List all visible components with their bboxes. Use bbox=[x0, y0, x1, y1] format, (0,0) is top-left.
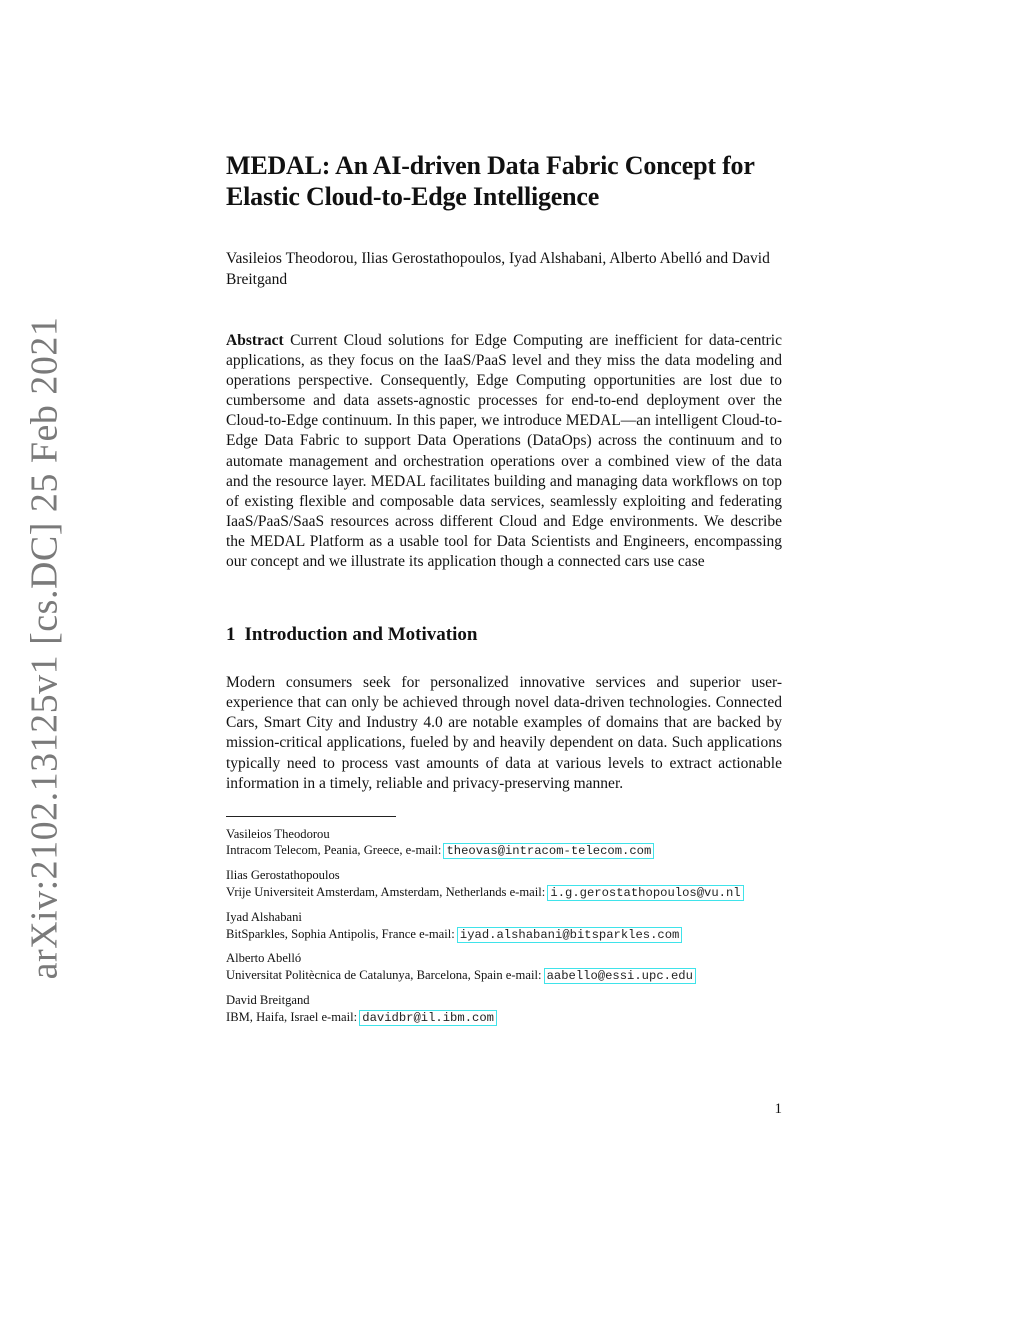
section-number: 1 bbox=[226, 624, 236, 646]
footnote-affiliation-text: Vrije Universiteit Amsterdam, Amsterdam, Netherlands e-mail: bbox=[226, 885, 546, 900]
abstract-text: Current Cloud solutions for Edge Computing are inefficient for data-centric applications, as they focus on the IaaS/PaaS level and they miss the data modeling and operations perspective. Consequently, Edge Computing opportunities are lost due to cumbersome and data assets-agnostic processes for end-to-end deployment over the Cloud-to-Edge continuum. In this paper, we introduce MEDAL—an intelligent Cloud-to-Edge Data Fabric to support Data Operations (DataOps) across the continuum and to automate management and orchestration operations over a combined view of the data and the resource layer. MEDAL facilitates building and managing data workflows on top of existing flexible and composable data services, seamlessly exploiting and federating IaaS/PaaS/SaaS resources across different Cloud and Edge environments. We describe the MEDAL Platform as a usable tool for Data Scientists and Engineers, encompassing our concept and we illustrate its application though a connected cars use case bbox=[226, 332, 782, 571]
footnote-affiliation bbox=[226, 967, 782, 985]
email-link[interactable]: theovas@intracom-telecom.com bbox=[446, 844, 652, 859]
footnote-affiliation bbox=[226, 926, 782, 944]
footnote-affiliation bbox=[226, 842, 782, 860]
footnote-divider bbox=[226, 816, 396, 817]
footnote-affiliation-text: IBM, Haifa, Israel e-mail: bbox=[226, 1009, 358, 1024]
arxiv-stamp bbox=[14, 316, 74, 979]
footnote-author-name: Vasileios Theodorou bbox=[226, 826, 330, 841]
footnote-author-name: Alberto Abelló bbox=[226, 951, 302, 966]
footnote-affiliation-text: Intracom Telecom, Peania, Greece, e-mail: bbox=[226, 843, 442, 858]
author-list: Vasileios Theodorou, Ilias Gerostathopoulos, Iyad Alshabani, Alberto Abelló and David Breitgand bbox=[226, 250, 770, 288]
intro-paragraph: Modern consumers seek for personalized innovative services and superior user-experience that can only be achieved through novel data-driven technologies. Connected Cars, Smart City and Industry 4.0 are notable examples of domains that are backed by mission-critical applications, fueled by and heavily dependent on data. Such applications typically need to process vast amounts of data at various levels to extract actionable information in a timely, reliable and privacy-preserving manner. bbox=[226, 674, 782, 792]
email-link[interactable]: aabello@essi.upc.edu bbox=[546, 969, 693, 984]
abstract-label: Abstract bbox=[226, 332, 284, 349]
paper-title: MEDAL: An AI-driven Data Fabric Concept for Elastic Cloud-to-Edge Intelligence bbox=[226, 151, 755, 211]
footnote-author-name: Iyad Alshabani bbox=[226, 909, 302, 924]
abstract bbox=[226, 331, 782, 572]
arxiv-id: arXiv:2102.13125v1 [cs.DC] 25 Feb 2021 bbox=[23, 316, 65, 979]
footnote-author bbox=[226, 992, 782, 1027]
email-link[interactable]: iyad.alshabani@bitsparkles.com bbox=[459, 927, 680, 942]
footnote-author bbox=[226, 867, 782, 902]
footnote-author-name: David Breitgand bbox=[226, 993, 310, 1008]
section-title: Introduction and Motivation bbox=[244, 624, 478, 646]
paper-content bbox=[226, 150, 782, 1034]
page-number: 1 bbox=[774, 1101, 782, 1117]
footnote-affiliation-text: BitSparkles, Sophia Antipolis, France e-mail: bbox=[226, 926, 455, 941]
email-link[interactable]: i.g.gerostathopoulos@vu.nl bbox=[550, 886, 741, 901]
footnote-affiliation bbox=[226, 884, 782, 902]
footnote-author bbox=[226, 950, 782, 985]
footnote-affiliation bbox=[226, 1009, 782, 1027]
section-heading bbox=[226, 623, 782, 647]
footnote-author bbox=[226, 826, 782, 861]
footnotes bbox=[226, 826, 782, 1027]
email-link[interactable]: davidbr@il.ibm.com bbox=[362, 1010, 494, 1025]
footnote-author-name: Ilias Gerostathopoulos bbox=[226, 868, 340, 883]
footnote-author bbox=[226, 909, 782, 944]
footnote-affiliation-text: Universitat Politècnica de Catalunya, Barcelona, Spain e-mail: bbox=[226, 968, 542, 983]
